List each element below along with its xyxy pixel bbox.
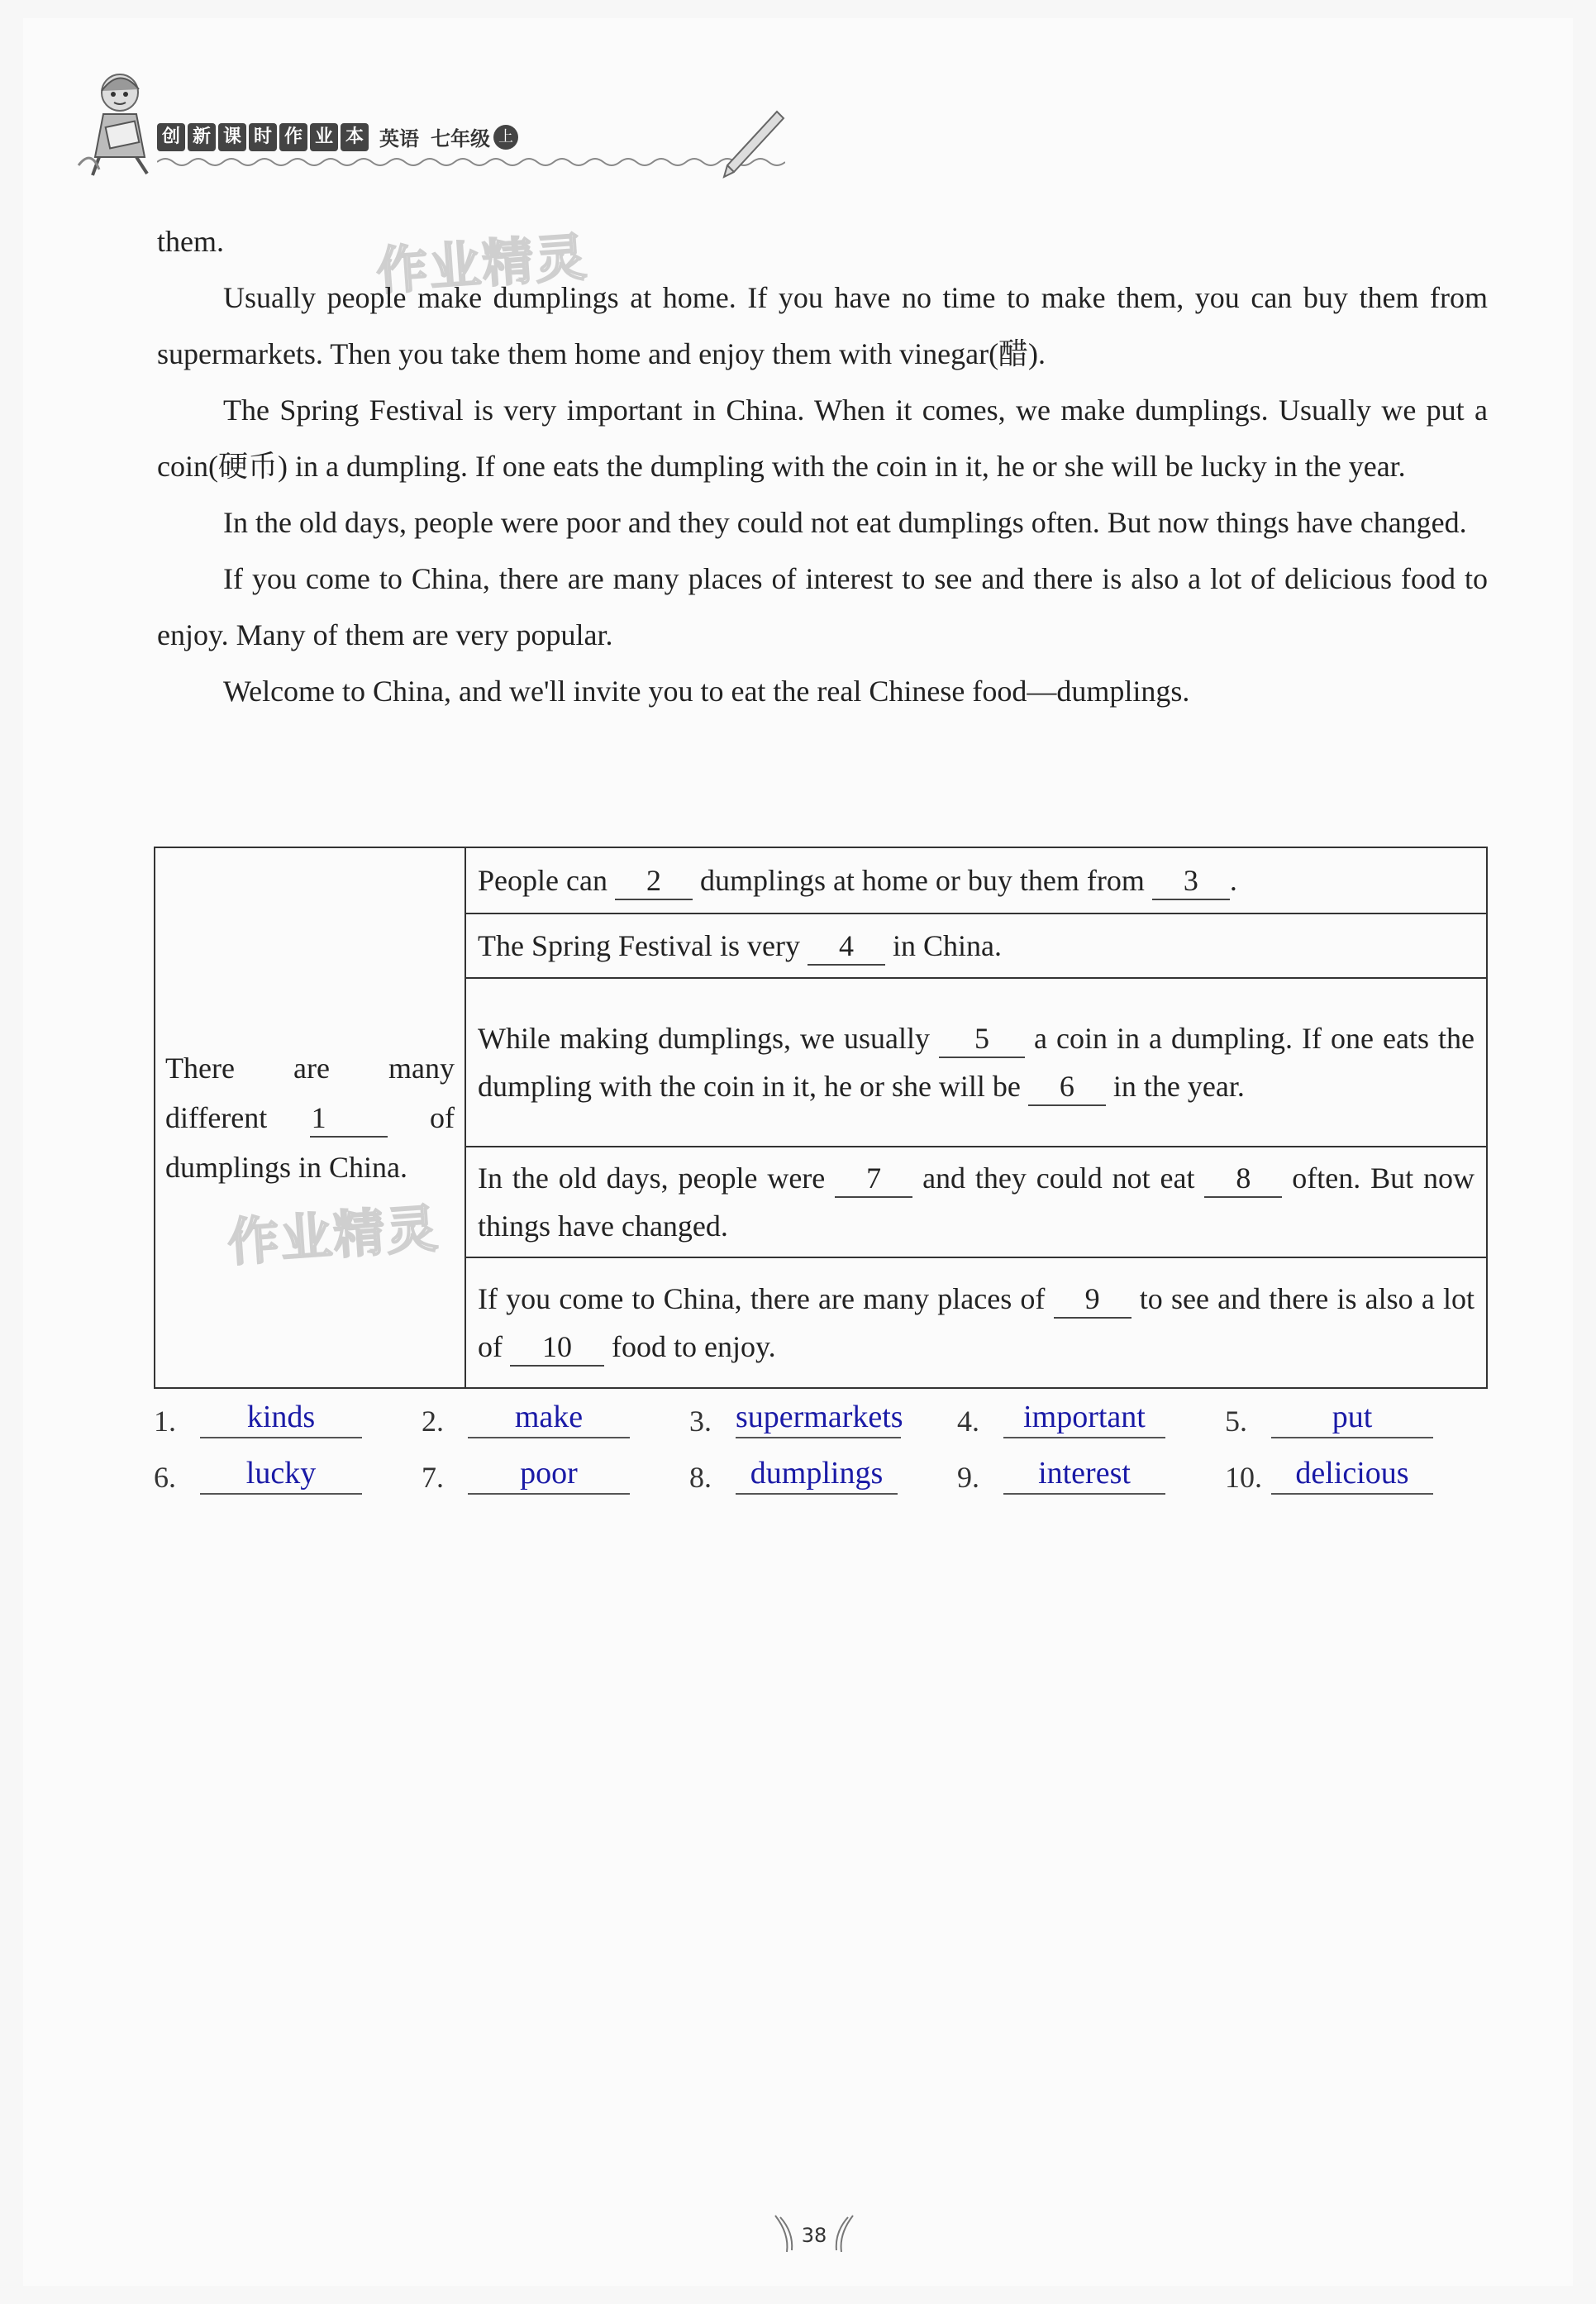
table-cell: If you come to China, there are many places of 9 to see and there is also a lot of 10 food to enjoy. bbox=[465, 1257, 1487, 1388]
watermark: 作业精灵 bbox=[226, 1198, 441, 1273]
answer-item: 8. dumplings bbox=[689, 1453, 957, 1495]
answer-row bbox=[154, 1438, 1493, 1495]
blank-3: 3 bbox=[1152, 862, 1230, 900]
answer-item: 3. supermarkets bbox=[689, 1397, 957, 1438]
watermark: 作业精灵 bbox=[374, 227, 590, 302]
answer-value: important bbox=[1003, 1397, 1165, 1438]
blank-7: 7 bbox=[835, 1160, 912, 1198]
table-cell: While making dumplings, we usually 5 a coin in a dumpling. If one eats the dumpling with the coin in it, he or she will be 6 in the year. bbox=[465, 978, 1487, 1147]
table-cell: In the old days, people were 7 and they could not eat 8 often. But now things have changed. bbox=[465, 1147, 1487, 1257]
blank-6: 6 bbox=[1028, 1068, 1106, 1106]
blank-2: 2 bbox=[615, 862, 693, 900]
answer-value: interest bbox=[1003, 1453, 1165, 1495]
answer-value: poor bbox=[468, 1453, 630, 1495]
answer-value: put bbox=[1271, 1397, 1433, 1438]
page-header bbox=[66, 58, 810, 182]
brand-logo: 创 新 课 时 作 业 本 bbox=[157, 123, 371, 151]
answer-value: lucky bbox=[200, 1453, 362, 1495]
passage-paragraph: In the old days, people were poor and they could not eat dumplings often. But now things have changed. bbox=[223, 506, 1467, 539]
table-cell: People can 2 dumplings at home or buy them from 3 . bbox=[465, 847, 1487, 913]
summary-table bbox=[154, 847, 1488, 1389]
answer-value: make bbox=[468, 1397, 630, 1438]
answer-row bbox=[154, 1382, 1493, 1438]
blank-5: 5 bbox=[939, 1020, 1025, 1058]
passage-paragraph: If you come to China, there are many places of interest to see and there is also a lot of delicious food to enjoy. Many of them are very popular. bbox=[157, 562, 1488, 651]
table-left-cell: There are many different 1 of dumplings in China. bbox=[155, 847, 465, 1388]
header-wave-divider bbox=[157, 155, 785, 169]
blank-10: 10 bbox=[510, 1328, 604, 1367]
answer-item: 4. important bbox=[957, 1397, 1225, 1438]
answer-value: supermarkets bbox=[736, 1397, 901, 1438]
passage-paragraph: The Spring Festival is very important in China. When it comes, we make dumplings. Usually we put a coin(硬币) in a dumpling. If one eats the dumpling with the coin in it, he or she will be lucky in the year. bbox=[157, 394, 1488, 483]
answer-list bbox=[154, 1382, 1493, 1495]
answer-value: delicious bbox=[1271, 1453, 1433, 1495]
passage-line: them. bbox=[157, 225, 224, 258]
grade-label: 七年级 bbox=[431, 127, 490, 150]
volume-badge: 上 bbox=[493, 125, 518, 150]
blank-4: 4 bbox=[808, 928, 885, 966]
answer-item: 5. put bbox=[1225, 1397, 1493, 1438]
answer-item: 7. poor bbox=[422, 1453, 689, 1495]
pencil-icon bbox=[719, 107, 785, 182]
answer-value: dumplings bbox=[736, 1453, 898, 1495]
table-row bbox=[155, 847, 1487, 913]
answer-value: kinds bbox=[200, 1397, 362, 1438]
answer-item: 2. make bbox=[422, 1397, 689, 1438]
page-number: 38 bbox=[769, 2209, 860, 2259]
answer-item: 9. interest bbox=[957, 1453, 1225, 1495]
blank-1: 1 bbox=[310, 1100, 388, 1138]
answer-item: 1. kinds bbox=[154, 1397, 422, 1438]
subject-label: 英语 bbox=[379, 127, 419, 150]
reading-passage bbox=[157, 213, 1488, 719]
blank-9: 9 bbox=[1054, 1281, 1131, 1319]
blank-8: 8 bbox=[1204, 1160, 1282, 1198]
answer-item: 6. lucky bbox=[154, 1453, 422, 1495]
table-cell: The Spring Festival is very 4 in China. bbox=[465, 913, 1487, 978]
passage-paragraph: Welcome to China, and we'll invite you to eat the real Chinese food—dumplings. bbox=[223, 675, 1190, 708]
answer-item: 10. delicious bbox=[1225, 1453, 1493, 1495]
passage-paragraph: Usually people make dumplings at home. If you have no time to make them, you can buy them from supermarkets. Then you take them home and enjoy them with vinegar(醋). bbox=[157, 281, 1488, 370]
book-title bbox=[157, 122, 518, 151]
